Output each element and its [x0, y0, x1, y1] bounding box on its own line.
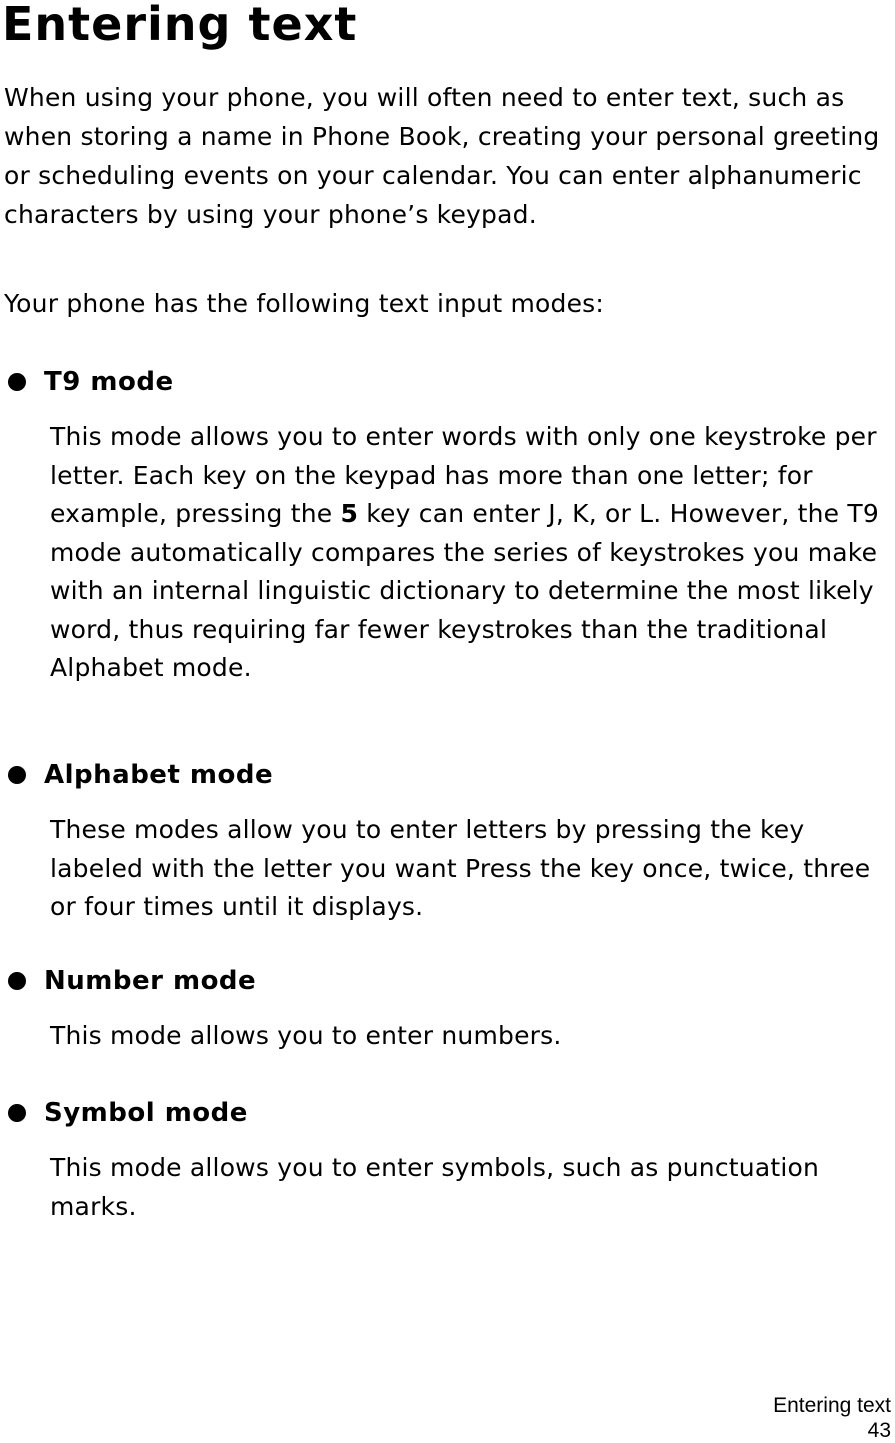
mode-description	[50, 418, 892, 688]
mode-description: This mode allows you to enter symbols, such as punctuation marks.	[50, 1153, 820, 1221]
key-number-5: 5	[340, 499, 359, 528]
mode-heading	[8, 362, 174, 402]
bullet-icon	[8, 766, 26, 784]
mode-description-text: key can enter J, K, or L. However, the T9 mode automatically compares the series of keystrokes you make with an internal linguistic dictionary to determine the most likely word, thus requiring far fewer keystrokes than the traditional Alphabet mode.	[50, 499, 879, 682]
mode-title: Number mode	[44, 966, 257, 996]
page-title: Entering text	[2, 0, 358, 51]
modes-intro-paragraph: Your phone has the following text input modes:	[4, 289, 605, 318]
footer-section-title: Entering text	[773, 1394, 891, 1417]
mode-description-text: This mode allows you to enter words with only one keystroke per letter. Each key on the keypad has more than one letter; for example, pressing the	[50, 422, 877, 528]
bullet-icon	[8, 1104, 26, 1122]
bullet-icon	[8, 373, 26, 391]
mode-description: This mode allows you to enter numbers.	[50, 1021, 562, 1050]
bullet-icon	[8, 972, 26, 990]
mode-title: T9 mode	[44, 367, 174, 397]
mode-heading	[8, 1093, 248, 1133]
page-number: 43	[867, 1419, 891, 1442]
mode-heading	[8, 755, 273, 795]
mode-description: These modes allow you to enter letters by pressing the key labeled with the letter you want Press the key once, twice, three or four times until it displays.	[50, 815, 871, 921]
page-footer	[773, 1393, 891, 1443]
intro-paragraph: When using your phone, you will often need to enter text, such as when storing a name in Phone Book, creating your personal greeting or scheduling events on your calendar. You can enter alphanumeric characters by using your phone’s keypad.	[4, 83, 880, 229]
mode-heading	[8, 961, 256, 1001]
mode-title: Alphabet mode	[44, 760, 274, 790]
mode-title: Symbol mode	[44, 1098, 248, 1128]
